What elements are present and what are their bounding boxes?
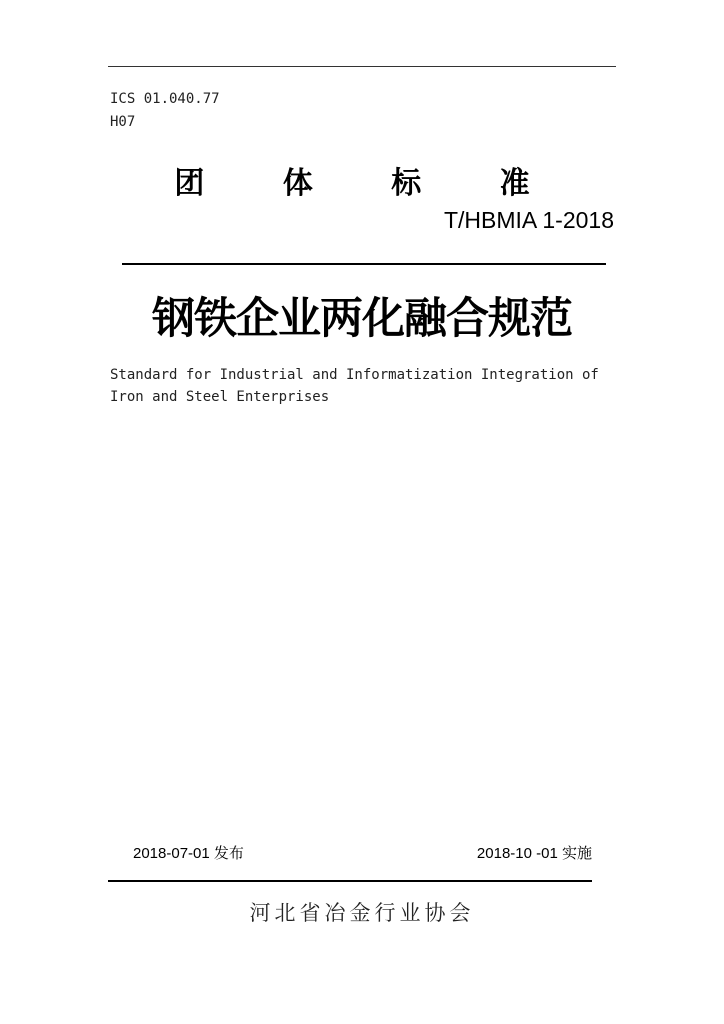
ccs-code: H07 <box>110 114 136 130</box>
bottom-rule <box>108 880 592 882</box>
document-type: 团 体 标 准 <box>174 166 564 201</box>
standard-number: T/HBMIA 1-2018 <box>443 207 614 233</box>
title-rule <box>122 263 606 265</box>
issue-date: 2018-07-01 发布 <box>133 845 244 862</box>
publisher: 河北省冶金行业协会 <box>249 901 475 925</box>
ics-code: ICS 01.040.77 <box>110 91 220 107</box>
implementation-date: 2018-10 -01 实施 <box>476 845 592 862</box>
title-chinese: 钢铁企业两化融合规范 <box>152 294 572 344</box>
title-english: Standard for Industrial and Informatization Integration of Iron and Steel Enterprises <box>110 367 599 405</box>
top-rule <box>108 66 616 67</box>
